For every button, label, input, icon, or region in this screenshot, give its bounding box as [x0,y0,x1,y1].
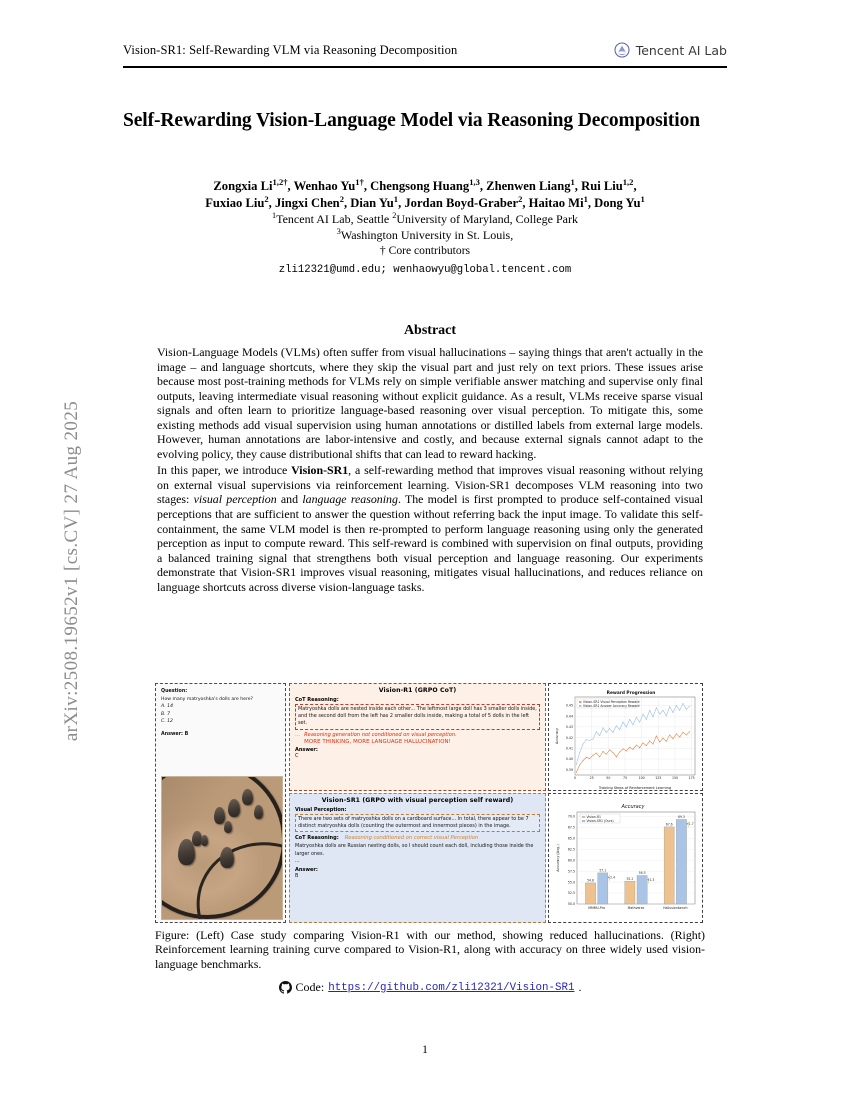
svg-text:Vision-SR1 Visual Perception R: Vision-SR1 Visual Perception Reward [583,699,640,704]
svg-text:MMMU-Pro: MMMU-Pro [588,906,606,910]
abs2-d: . The model is first prompted to produce self-contained visual perceptions that are sufficient to answer the question without referring back the input image. To validate this self-containment, the same VLM model is then re-prompted to perform language reasoning using only the generated perception as input to compute reward. This self-reward is combined with supervision on final outputs, providing a balanced training signal that strengthens both visual perception and language reasoning. Our experiments demonstrate that Vision-SR1 improves visual reasoning, mitigates visual hallucinations, and reduces reliance on language shortcuts across diverse vision-language tasks. [157,492,704,594]
vision-sr1-panel [289,793,546,923]
vision-r1-warning-2: MORE THINKING, MORE LANGUAGE HALLUCINATION! [304,739,451,746]
running-title: Vision-SR1: Self-Rewarding VLM via Reasoning Decomposition [123,42,458,57]
author-block [123,178,727,278]
doll [224,821,232,833]
svg-text:57.1: 57.1 [599,868,607,873]
abstract-heading: Abstract [403,323,457,338]
doll [242,789,253,805]
vision-sr1-answer-value: B [295,873,299,880]
svg-text:50.0: 50.0 [567,902,575,907]
abs2-italic-1: visual perception [193,492,277,507]
vision-sr1-ellipsis: ... [295,857,300,864]
vision-r1-cot-label: CoT Reasoning: [295,697,339,703]
author-emails: zli12321@umd.edu; wenhaowyu@global.tencent.com [278,263,572,276]
abstract-paragraph-2 [157,463,703,594]
charts-column [548,683,703,923]
svg-text:65.0: 65.0 [567,836,575,841]
svg-text:55.0: 55.0 [567,880,575,885]
accuracy-chart-svg [549,794,704,924]
vision-sr1-cot-label: CoT Reasoning: [295,835,339,842]
svg-text:62.5: 62.5 [567,847,575,852]
affiliation-line-1: $^1$Tencent AI Lab, Seattle $^2$University of Maryland, College Park [272,211,578,226]
question-text: How many matryoshka's dolls are here? [161,696,253,702]
question-option-c: C. 12 [161,719,173,725]
svg-text:Vision-SR1 (Ours): Vision-SR1 (Ours) [586,818,614,823]
svg-text:54.8: 54.8 [587,878,594,883]
svg-text:69.3: 69.3 [678,815,685,820]
author-line-1: Zongxia $Li^{1,2\dagger}$, Wenhao $Yu^{1\dagger}$, Chengsong Huang$^{1,3}$, Zhenwen Liang$^1$, Rui Liu$^{1,2}$, [213,176,637,193]
svg-text:25: 25 [589,776,594,781]
question-option-a: A. 14 [161,704,173,710]
svg-text:0.39: 0.39 [565,767,573,772]
svg-text:150: 150 [671,776,679,781]
reward-chart-x-ticks [574,776,695,780]
svg-text:125: 125 [655,776,662,781]
code-trailing-period: . [578,980,582,994]
vision-r1-cot-text: Matryoshka dolls are nested inside each other... The leftmost large doll has 3 smaller dolls inside, and the second doll from the left has 2 smaller dolls inside, making a total of 5 dolls in the left set. [295,704,540,730]
abs2-a: In this paper, we introduce [157,463,292,478]
doll [254,805,263,819]
accuracy-bar-chart [548,793,703,923]
svg-text:Hallusionbench: Hallusionbench [663,906,688,910]
reward-chart-y-ticks [566,704,573,772]
svg-text:Vision-SR1 Answer Accuracy Rew: Vision-SR1 Answer Accuracy Reward [583,703,640,708]
vision-sr1-vp-label: Visual Perception: [295,807,347,813]
code-url-link[interactable]: https://github.com/zli12321/Vision-SR1 [328,981,575,994]
abstract-paragraph-1: Vision-Language Models (VLMs) often suffer from visual hallucinations – saying things that aren't actually in the image – and language shortcuts, where they skip the visual part and just rely on text priors. These issues arise because most post-training methods for VLMs rely on simple verifiable answer matching and supervise only final outputs, leaving intermediate visual reasoning without explicit guidance. As a result, VLMs receive sparse visual signals and often learn to prioritize language-based reasoning over visual perception. To mitigate this, some existing methods add visual supervision using human annotations or distilled labels from external large models. However, human annotations are labor-intensive and costly, and because external signals cannot adapt to the evolving policy, they cause distributional shifts that can lead to reward hacking. [157,345,703,461]
reward-chart-xlabel: Training Steps of Reinforcement Learning [598,786,672,790]
svg-text:Mathverse: Mathverse [627,906,645,910]
question-answer: Answer: B [161,731,189,737]
doll [220,847,234,868]
vision-r1-warning-1: Reasoning generation not conditioned on visual perception. [304,731,457,738]
vision-r1-panel [289,683,546,791]
svg-text:0.45: 0.45 [565,703,573,708]
vision-sr1-title: Vision-SR1 (GRPO with visual perception self reward) [321,797,514,804]
svg-text:0.43: 0.43 [565,725,573,730]
svg-text:67.5: 67.5 [567,825,575,830]
svg-text:50: 50 [606,776,611,781]
svg-text:55.2: 55.2 [626,876,634,881]
page-title: Self-Rewarding Vision-Language Model via Reasoning Decomposition [123,110,701,131]
vision-sr1-cot-text: Matryoshka dolls are Russian nesting dolls, so I should count each doll, including those inside the larger ones. [295,843,534,857]
svg-text:Vision-R1: Vision-R1 [586,814,601,819]
abs2-bold: Vision-SR1 [291,463,349,478]
accuracy-chart-ylabel: Accuracy (Avg.) [556,844,560,872]
page-number: 1 [422,1044,428,1056]
svg-text:57.5: 57.5 [567,869,575,874]
github-icon [279,981,292,994]
accuracy-chart-title: Accuracy [621,804,645,810]
svg-text:175: 175 [688,776,695,781]
figure-caption: Figure: (Left) Case study comparing Vision-R1 with our method, showing reduced hallucinations. (Right) Reinforcement learning training curve compared to Vision-R1, along with accuracy on three widely used vision-language benchmarks. [155,928,705,971]
accuracy-chart-y-ticks [568,815,575,907]
abs2-c: and [276,492,303,507]
figure-1 [155,683,703,923]
author-line-2: Fuxiao Liu$^2$, Jingxi Chen$^2$, Dian Yu$^1$, Jordan Boyd-Graber$^2$, Haitao Mi$^1$, Dong Yu$^1$ [205,193,645,210]
reward-chart-title: Reward Progression [606,691,656,696]
vision-r1-answer-label: Answer: [295,747,318,754]
vision-sr1-note: Reasoning conditioned on correct visual Perception [344,835,479,842]
arxiv-stamp: arXiv:2508.19652v1 [cs.CV] 27 Aug 2025 [61,400,82,742]
svg-text:100: 100 [638,776,645,781]
tencent-drop-logo-icon [614,42,630,58]
tencent-brand [614,42,727,58]
header-divider [123,66,727,68]
running-header [123,42,727,58]
vision-r1-answer-value: C [295,753,299,760]
reward-chart-ylabel: Accuracy [555,728,559,744]
svg-text:70.0: 70.0 [567,814,575,819]
svg-text:+2.4: +2.4 [607,875,616,880]
svg-text:60.0: 60.0 [567,858,575,863]
svg-text:0: 0 [573,776,577,781]
doll [228,799,240,817]
question-label: Question: [161,689,188,694]
accuracy-chart-x-ticks [588,906,687,910]
abstract-body [157,345,703,594]
affiliation-line-2: $^3$Washington University in St. Louis, [336,227,514,242]
svg-text:0.40: 0.40 [565,757,573,762]
svg-text:56.5: 56.5 [638,871,646,876]
vision-r1-title: Vision-R1 (GRPO CoT) [378,687,457,694]
doll [214,807,225,824]
accuracy-chart-legend [580,814,620,823]
question-block [161,688,280,739]
method-panels [289,683,546,923]
svg-text:75: 75 [622,776,628,781]
matryoshka-photo [161,776,283,920]
vision-r1-ellipsis: ... [295,731,301,738]
reward-progression-chart [548,683,703,791]
abs2-italic-2: language reasoning [302,492,398,507]
code-link-line [155,980,705,995]
reward-chart-svg [549,684,704,792]
svg-text:0.41: 0.41 [565,746,573,751]
contributors-note: † Core contributors [379,244,471,257]
vision-sr1-answer-label: Answer: [295,867,318,874]
vision-sr1-vp-text: There are two sets of matryoshka dolls on a cardboard surface... In total, there appear to be 7 distinct matryoshka dolls (counting the outermost and innermost pieces) in the image. [295,814,540,832]
svg-text:0.42: 0.42 [565,735,573,740]
doll [201,835,208,846]
svg-text:67.6: 67.6 [665,822,673,827]
reward-chart-legend [577,699,640,708]
svg-text:52.5: 52.5 [567,891,575,896]
svg-text:+1.7: +1.7 [686,821,694,826]
code-label: Code: [295,980,325,994]
brand-label: Tencent AI Lab [635,42,727,58]
question-option-b: B. 7 [161,711,170,717]
abs2-b: , a self-rewarding method that improves visual reasoning without relying on external visual supervisions via reinforcement learning. Vision-SR1 decomposes VLM reasoning into two stages: [157,463,703,507]
svg-text:0.44: 0.44 [565,714,573,719]
svg-text:+1.3: +1.3 [646,878,655,883]
question-panel [155,683,286,923]
